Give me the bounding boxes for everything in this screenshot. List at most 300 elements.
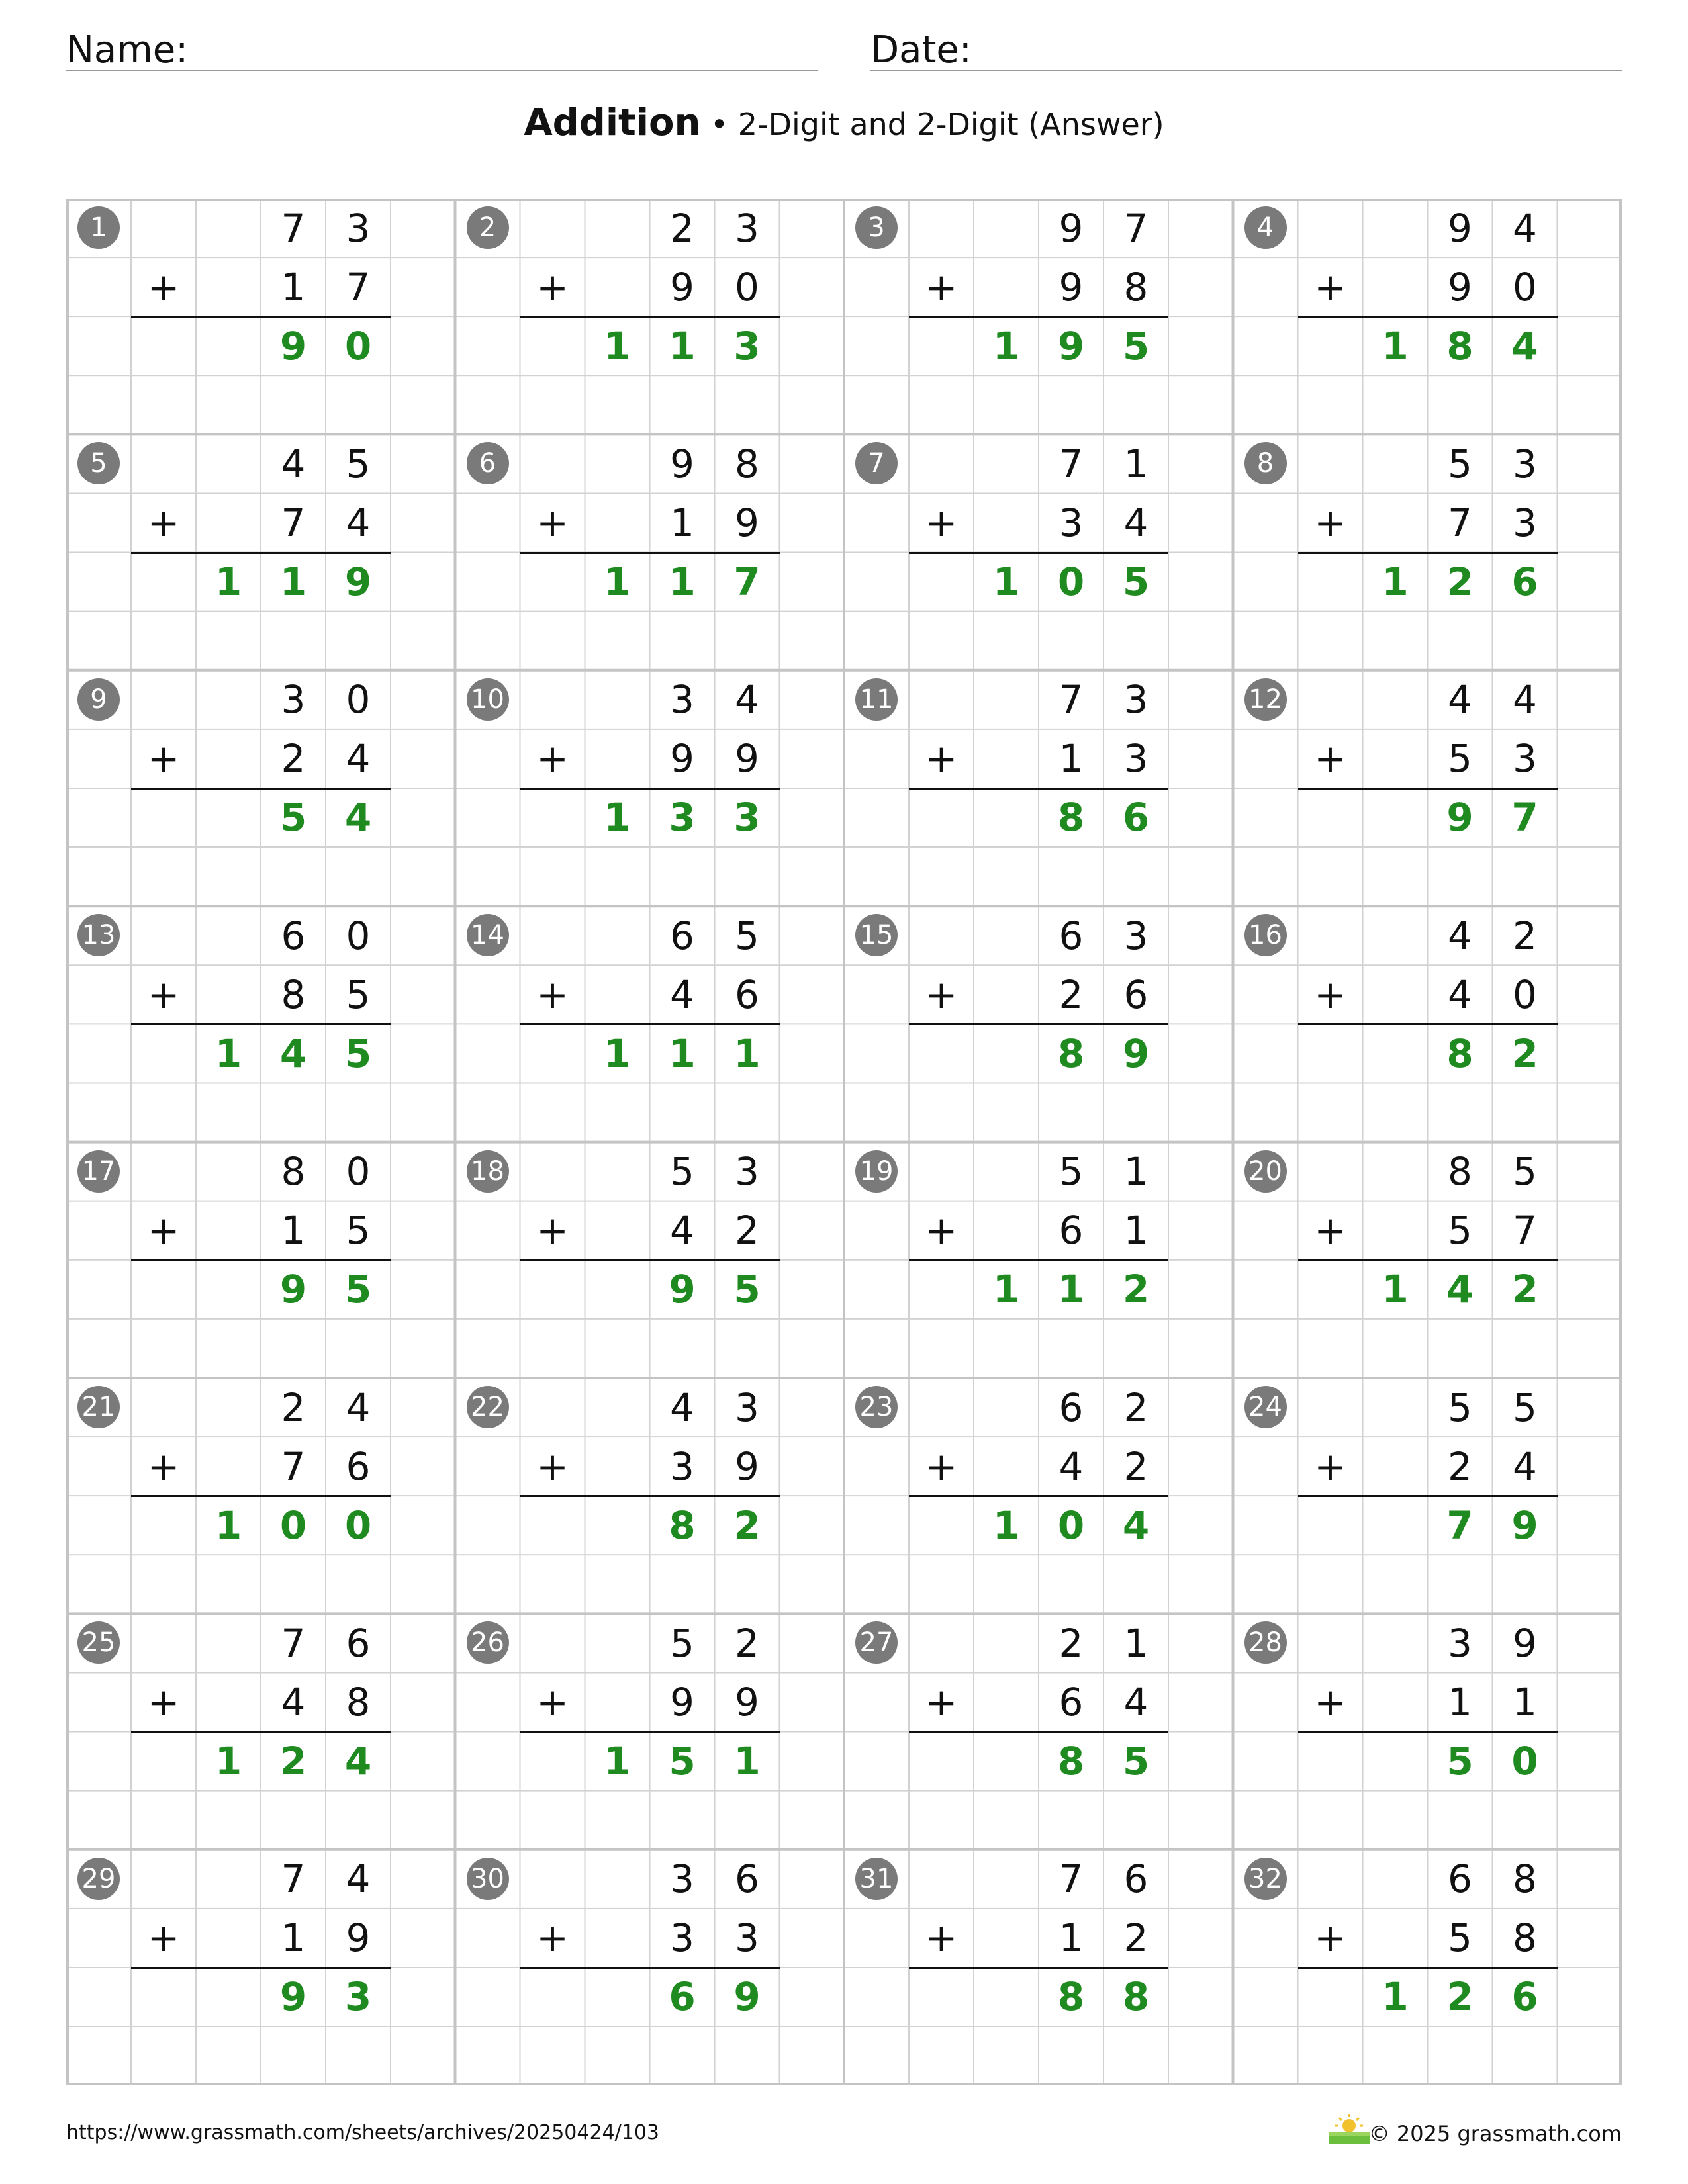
problem-number-badge: 7 bbox=[855, 442, 898, 484]
problem-number-badge: 24 bbox=[1244, 1386, 1287, 1428]
worksheet-title bbox=[0, 101, 1688, 144]
second-addend-digit: 4 bbox=[670, 1208, 694, 1253]
second-addend-digit: 3 bbox=[1513, 736, 1537, 782]
second-addend-digit: 6 bbox=[735, 972, 759, 1017]
problem-number-badge: 9 bbox=[77, 678, 120, 721]
answer-rule bbox=[131, 316, 391, 318]
answer-digit: 1 bbox=[733, 1030, 761, 1076]
plus-operator: + bbox=[147, 972, 180, 1017]
problem-number-badge: 29 bbox=[77, 1858, 120, 1900]
second-addend-digit: 4 bbox=[346, 736, 371, 782]
first-addend-digit: 3 bbox=[735, 205, 759, 251]
first-addend-digit: 7 bbox=[1123, 205, 1149, 251]
problem-number-badge: 21 bbox=[77, 1386, 120, 1428]
second-addend-digit: 8 bbox=[1123, 264, 1149, 310]
plus-operator: + bbox=[147, 1443, 180, 1489]
second-addend-digit: 6 bbox=[1123, 972, 1149, 1017]
problem-number-badge: 32 bbox=[1244, 1858, 1287, 1900]
plus-operator: + bbox=[1314, 1208, 1346, 1253]
plus-operator: + bbox=[536, 1443, 569, 1489]
answer-digit: 0 bbox=[344, 323, 372, 369]
first-addend-digit: 0 bbox=[346, 677, 371, 723]
footer-copyright: © 2025 grassmath.com bbox=[1368, 2121, 1622, 2146]
answer-digit: 1 bbox=[604, 1739, 631, 1784]
plus-operator: + bbox=[536, 500, 569, 545]
first-addend-digit: 8 bbox=[735, 441, 759, 486]
answer-digit: 1 bbox=[1382, 323, 1409, 369]
first-addend-digit: 5 bbox=[670, 1149, 694, 1195]
problem-number-badge: 20 bbox=[1244, 1150, 1287, 1193]
first-addend-digit: 8 bbox=[1513, 1856, 1537, 1902]
first-addend-digit: 6 bbox=[1058, 913, 1084, 958]
answer-rule bbox=[520, 1967, 780, 1969]
plus-operator: + bbox=[925, 1679, 958, 1725]
answer-rule bbox=[520, 1495, 780, 1497]
plus-operator: + bbox=[1314, 1679, 1346, 1725]
answer-digit: 1 bbox=[1382, 559, 1409, 605]
second-addend-digit: 9 bbox=[670, 736, 694, 782]
answer-digit: 5 bbox=[279, 795, 307, 841]
first-addend-digit: 7 bbox=[1058, 677, 1084, 723]
second-addend-digit: 2 bbox=[1123, 1443, 1149, 1489]
answer-rule bbox=[131, 788, 391, 790]
title-subtitle: • 2-Digit and 2-Digit (Answer) bbox=[710, 107, 1164, 142]
problem-number-badge: 3 bbox=[855, 206, 898, 249]
answer-digit: 1 bbox=[604, 559, 631, 605]
answer-digit: 1 bbox=[1057, 1267, 1085, 1312]
answer-rule bbox=[520, 788, 780, 790]
plus-operator: + bbox=[1314, 264, 1346, 310]
second-addend-digit: 4 bbox=[281, 1679, 306, 1725]
second-addend-digit: 9 bbox=[346, 1915, 371, 1961]
plus-operator: + bbox=[925, 1915, 958, 1961]
plus-operator: + bbox=[925, 1208, 958, 1253]
answer-digit: 1 bbox=[669, 1030, 696, 1076]
problem-number-badge: 2 bbox=[467, 206, 509, 249]
first-addend-digit: 6 bbox=[281, 913, 306, 958]
second-addend-digit: 8 bbox=[1513, 1915, 1537, 1961]
answer-rule bbox=[909, 788, 1168, 790]
second-addend-digit: 9 bbox=[735, 500, 759, 545]
answer-digit: 6 bbox=[1511, 1974, 1538, 2020]
first-addend-digit: 6 bbox=[1448, 1856, 1472, 1902]
second-addend-digit: 0 bbox=[1513, 972, 1537, 1017]
first-addend-digit: 2 bbox=[1123, 1385, 1149, 1430]
answer-digit: 9 bbox=[279, 1267, 307, 1312]
answer-rule bbox=[1298, 1259, 1558, 1261]
answer-digit: 3 bbox=[733, 795, 761, 841]
answer-digit: 6 bbox=[669, 1974, 696, 2020]
second-addend-digit: 9 bbox=[735, 736, 759, 782]
first-addend-digit: 1 bbox=[1123, 441, 1149, 486]
first-addend-digit: 4 bbox=[1448, 677, 1472, 723]
second-addend-digit: 9 bbox=[735, 1679, 759, 1725]
problem-number-badge: 28 bbox=[1244, 1621, 1287, 1664]
second-addend-digit: 1 bbox=[281, 1915, 306, 1961]
date-field[interactable] bbox=[870, 24, 1622, 71]
answer-digit: 8 bbox=[1446, 323, 1474, 369]
second-addend-digit: 9 bbox=[735, 1443, 759, 1489]
first-addend-digit: 8 bbox=[281, 1149, 306, 1195]
first-addend-digit: 4 bbox=[1513, 205, 1537, 251]
plus-operator: + bbox=[1314, 1443, 1346, 1489]
answer-rule bbox=[1298, 552, 1558, 554]
answer-rule bbox=[909, 316, 1168, 318]
first-addend-digit: 2 bbox=[1513, 913, 1537, 958]
answer-digit: 5 bbox=[1122, 323, 1150, 369]
problem-number-badge: 1 bbox=[77, 206, 120, 249]
answer-digit: 1 bbox=[992, 559, 1020, 605]
answer-digit: 0 bbox=[344, 1502, 372, 1548]
plus-operator: + bbox=[925, 972, 958, 1017]
second-addend-digit: 6 bbox=[1058, 1679, 1084, 1725]
answer-digit: 8 bbox=[1446, 1030, 1474, 1076]
footer-url: https://www.grassmath.com/sheets/archives/20250424/103 bbox=[66, 2121, 660, 2144]
first-addend-digit: 3 bbox=[670, 677, 694, 723]
answer-rule bbox=[131, 1967, 391, 1969]
first-addend-digit: 9 bbox=[670, 441, 694, 486]
answer-digit: 3 bbox=[733, 323, 761, 369]
answer-digit: 5 bbox=[344, 1030, 372, 1076]
second-addend-digit: 4 bbox=[1123, 500, 1149, 545]
problem-number-badge: 22 bbox=[467, 1386, 509, 1428]
second-addend-digit: 4 bbox=[1448, 972, 1472, 1017]
answer-rule bbox=[1298, 1495, 1558, 1497]
first-addend-digit: 7 bbox=[281, 1856, 306, 1902]
second-addend-digit: 9 bbox=[670, 1679, 694, 1725]
second-addend-digit: 7 bbox=[1448, 500, 1472, 545]
first-addend-digit: 4 bbox=[346, 1856, 371, 1902]
plus-operator: + bbox=[147, 1208, 180, 1253]
plus-operator: + bbox=[536, 1679, 569, 1725]
answer-digit: 8 bbox=[1057, 1030, 1085, 1076]
answer-digit: 9 bbox=[1446, 795, 1474, 841]
second-addend-digit: 7 bbox=[346, 264, 371, 310]
first-addend-digit: 3 bbox=[735, 1385, 759, 1430]
first-addend-digit: 8 bbox=[1448, 1149, 1472, 1195]
second-addend-digit: 3 bbox=[670, 1915, 694, 1961]
answer-digit: 1 bbox=[604, 795, 631, 841]
first-addend-digit: 4 bbox=[670, 1385, 694, 1430]
second-addend-digit: 1 bbox=[1513, 1679, 1537, 1725]
first-addend-digit: 7 bbox=[1058, 1856, 1084, 1902]
answer-digit: 2 bbox=[1511, 1030, 1538, 1076]
answer-rule bbox=[909, 1259, 1168, 1261]
first-addend-digit: 4 bbox=[281, 441, 306, 486]
second-addend-digit: 4 bbox=[670, 972, 694, 1017]
first-addend-digit: 6 bbox=[346, 1620, 371, 1666]
plus-operator: + bbox=[536, 736, 569, 782]
second-addend-digit: 3 bbox=[1058, 500, 1084, 545]
first-addend-digit: 5 bbox=[1448, 1385, 1472, 1430]
answer-rule bbox=[909, 1495, 1168, 1497]
answer-digit: 0 bbox=[1057, 559, 1085, 605]
first-addend-digit: 3 bbox=[1513, 441, 1537, 486]
answer-digit: 1 bbox=[604, 1030, 631, 1076]
answer-digit: 0 bbox=[279, 1502, 307, 1548]
answer-digit: 7 bbox=[1446, 1502, 1474, 1548]
answer-digit: 5 bbox=[344, 1267, 372, 1312]
second-addend-digit: 2 bbox=[1058, 972, 1084, 1017]
first-addend-digit: 0 bbox=[346, 913, 371, 958]
first-addend-digit: 3 bbox=[281, 677, 306, 723]
second-addend-digit: 3 bbox=[1123, 736, 1149, 782]
answer-digit: 8 bbox=[669, 1502, 696, 1548]
plus-operator: + bbox=[925, 264, 958, 310]
second-addend-digit: 9 bbox=[1058, 264, 1084, 310]
problem-number-badge: 31 bbox=[855, 1858, 898, 1900]
first-addend-digit: 2 bbox=[670, 205, 694, 251]
plus-operator: + bbox=[147, 1915, 180, 1961]
first-addend-digit: 1 bbox=[1123, 1149, 1149, 1195]
second-addend-digit: 2 bbox=[1448, 1443, 1472, 1489]
answer-digit: 2 bbox=[733, 1502, 761, 1548]
answer-digit: 8 bbox=[1122, 1974, 1150, 2020]
second-addend-digit: 2 bbox=[735, 1208, 759, 1253]
first-addend-digit: 9 bbox=[1513, 1620, 1537, 1666]
answer-rule bbox=[520, 1023, 780, 1025]
second-addend-digit: 0 bbox=[1513, 264, 1537, 310]
answer-digit: 8 bbox=[1057, 1974, 1085, 2020]
plus-operator: + bbox=[147, 1679, 180, 1725]
problem-number-badge: 13 bbox=[77, 914, 120, 956]
plus-operator: + bbox=[536, 972, 569, 1017]
answer-digit: 6 bbox=[1511, 559, 1538, 605]
answer-digit: 1 bbox=[214, 1502, 242, 1548]
second-addend-digit: 8 bbox=[346, 1679, 371, 1725]
answer-rule bbox=[520, 1731, 780, 1733]
answer-rule bbox=[131, 1259, 391, 1261]
first-addend-digit: 3 bbox=[1123, 913, 1149, 958]
plus-operator: + bbox=[925, 1443, 958, 1489]
answer-digit: 8 bbox=[1057, 1739, 1085, 1784]
answer-digit: 5 bbox=[1446, 1739, 1474, 1784]
answer-rule bbox=[1298, 1023, 1558, 1025]
answer-digit: 6 bbox=[1122, 795, 1150, 841]
second-addend-digit: 9 bbox=[1448, 264, 1472, 310]
second-addend-digit: 3 bbox=[1513, 500, 1537, 545]
answer-digit: 1 bbox=[214, 1030, 242, 1076]
second-addend-digit: 0 bbox=[735, 264, 759, 310]
first-addend-digit: 4 bbox=[346, 1385, 371, 1430]
answer-digit: 1 bbox=[669, 323, 696, 369]
answer-digit: 0 bbox=[1057, 1502, 1085, 1548]
plus-operator: + bbox=[925, 736, 958, 782]
answer-rule bbox=[909, 1023, 1168, 1025]
grass-sun-logo-icon bbox=[1326, 2111, 1372, 2146]
problem-number-badge: 16 bbox=[1244, 914, 1287, 956]
problem-number-badge: 23 bbox=[855, 1386, 898, 1428]
first-addend-digit: 3 bbox=[1448, 1620, 1472, 1666]
second-addend-digit: 8 bbox=[281, 972, 306, 1017]
first-addend-digit: 5 bbox=[1448, 441, 1472, 486]
second-addend-digit: 7 bbox=[281, 500, 306, 545]
second-addend-digit: 3 bbox=[670, 1443, 694, 1489]
first-addend-digit: 4 bbox=[735, 677, 759, 723]
problem-number-badge: 6 bbox=[467, 442, 509, 484]
answer-digit: 7 bbox=[1511, 795, 1538, 841]
problem-number-badge: 26 bbox=[467, 1621, 509, 1664]
answer-digit: 2 bbox=[1122, 1267, 1150, 1312]
answer-rule bbox=[131, 1023, 391, 1025]
plus-operator: + bbox=[536, 1915, 569, 1961]
first-addend-digit: 6 bbox=[735, 1856, 759, 1902]
plus-operator: + bbox=[1314, 1915, 1346, 1961]
first-addend-digit: 5 bbox=[1513, 1149, 1537, 1195]
answer-rule bbox=[131, 1495, 391, 1497]
first-addend-digit: 5 bbox=[670, 1620, 694, 1666]
plus-operator: + bbox=[1314, 500, 1346, 545]
second-addend-digit: 1 bbox=[1123, 1208, 1149, 1253]
answer-digit: 7 bbox=[733, 559, 761, 605]
second-addend-digit: 7 bbox=[1513, 1208, 1537, 1253]
answer-digit: 1 bbox=[214, 559, 242, 605]
first-addend-digit: 6 bbox=[1058, 1385, 1084, 1430]
first-addend-digit: 9 bbox=[1058, 205, 1084, 251]
second-addend-digit: 5 bbox=[1448, 736, 1472, 782]
problem-number-badge: 15 bbox=[855, 914, 898, 956]
answer-digit: 9 bbox=[669, 1267, 696, 1312]
answer-digit: 1 bbox=[992, 1502, 1020, 1548]
answer-digit: 5 bbox=[1122, 1739, 1150, 1784]
answer-rule bbox=[520, 552, 780, 554]
second-addend-digit: 1 bbox=[1448, 1679, 1472, 1725]
answer-digit: 9 bbox=[733, 1974, 761, 2020]
answer-digit: 2 bbox=[279, 1739, 307, 1784]
second-addend-digit: 6 bbox=[1058, 1208, 1084, 1253]
first-addend-digit: 5 bbox=[346, 441, 371, 486]
answer-digit: 1 bbox=[733, 1739, 761, 1784]
second-addend-digit: 2 bbox=[281, 736, 306, 782]
answer-digit: 9 bbox=[1511, 1502, 1538, 1548]
answer-rule bbox=[909, 1731, 1168, 1733]
answer-digit: 8 bbox=[1057, 795, 1085, 841]
second-addend-digit: 3 bbox=[735, 1915, 759, 1961]
answer-digit: 2 bbox=[1446, 559, 1474, 605]
problem-number-badge: 30 bbox=[467, 1858, 509, 1900]
answer-digit: 4 bbox=[344, 1739, 372, 1784]
second-addend-digit: 1 bbox=[1058, 736, 1084, 782]
answer-digit: 1 bbox=[279, 559, 307, 605]
first-addend-digit: 2 bbox=[1058, 1620, 1084, 1666]
second-addend-digit: 9 bbox=[670, 264, 694, 310]
answer-digit: 9 bbox=[279, 323, 307, 369]
problem-number-badge: 18 bbox=[467, 1150, 509, 1193]
problem-number-badge: 25 bbox=[77, 1621, 120, 1664]
plus-operator: + bbox=[147, 264, 180, 310]
problem-number-badge: 11 bbox=[855, 678, 898, 721]
second-addend-digit: 5 bbox=[1448, 1915, 1472, 1961]
answer-rule bbox=[131, 1731, 391, 1733]
problem-number-badge: 8 bbox=[1244, 442, 1287, 484]
first-addend-digit: 0 bbox=[346, 1149, 371, 1195]
answer-rule bbox=[1298, 1731, 1558, 1733]
answer-digit: 3 bbox=[669, 795, 696, 841]
problem-number-badge: 17 bbox=[77, 1150, 120, 1193]
answer-digit: 2 bbox=[1511, 1267, 1538, 1312]
answer-digit: 4 bbox=[344, 795, 372, 841]
first-addend-digit: 4 bbox=[1448, 913, 1472, 958]
problem-number-badge: 10 bbox=[467, 678, 509, 721]
answer-digit: 9 bbox=[1122, 1030, 1150, 1076]
second-addend-digit: 2 bbox=[1123, 1915, 1149, 1961]
second-addend-digit: 4 bbox=[1058, 1443, 1084, 1489]
first-addend-digit: 5 bbox=[1513, 1385, 1537, 1430]
plus-operator: + bbox=[925, 500, 958, 545]
first-addend-digit: 5 bbox=[1058, 1149, 1084, 1195]
problem-number-badge: 5 bbox=[77, 442, 120, 484]
first-addend-digit: 2 bbox=[735, 1620, 759, 1666]
problem-number-badge: 27 bbox=[855, 1621, 898, 1664]
answer-digit: 9 bbox=[1057, 323, 1085, 369]
answer-digit: 0 bbox=[1511, 1739, 1538, 1784]
first-addend-digit: 7 bbox=[281, 205, 306, 251]
second-addend-digit: 5 bbox=[346, 1208, 371, 1253]
answer-digit: 1 bbox=[992, 323, 1020, 369]
answer-digit: 1 bbox=[992, 1267, 1020, 1312]
second-addend-digit: 5 bbox=[346, 972, 371, 1017]
problem-number-badge: 19 bbox=[855, 1150, 898, 1193]
answer-digit: 1 bbox=[604, 323, 631, 369]
plus-operator: + bbox=[536, 1208, 569, 1253]
answer-digit: 5 bbox=[669, 1739, 696, 1784]
second-addend-digit: 7 bbox=[281, 1443, 306, 1489]
answer-rule bbox=[520, 316, 780, 318]
second-addend-digit: 1 bbox=[281, 264, 306, 310]
answer-digit: 4 bbox=[279, 1030, 307, 1076]
answer-rule bbox=[1298, 788, 1558, 790]
second-addend-digit: 1 bbox=[281, 1208, 306, 1253]
answer-digit: 1 bbox=[1382, 1974, 1409, 2020]
answer-digit: 1 bbox=[669, 559, 696, 605]
first-addend-digit: 2 bbox=[281, 1385, 306, 1430]
answer-rule bbox=[131, 552, 391, 554]
plus-operator: + bbox=[147, 736, 180, 782]
plus-operator: + bbox=[536, 264, 569, 310]
first-addend-digit: 6 bbox=[1123, 1856, 1149, 1902]
problem-number-badge: 12 bbox=[1244, 678, 1287, 721]
answer-rule bbox=[520, 1259, 780, 1261]
title-main: Addition bbox=[524, 101, 701, 144]
date-label: Date: bbox=[870, 28, 972, 71]
first-addend-digit: 3 bbox=[735, 1149, 759, 1195]
answer-rule bbox=[1298, 1967, 1558, 1969]
second-addend-digit: 1 bbox=[1058, 1915, 1084, 1961]
plus-operator: + bbox=[1314, 972, 1346, 1017]
first-addend-digit: 3 bbox=[346, 205, 371, 251]
answer-digit: 4 bbox=[1511, 323, 1538, 369]
name-field[interactable] bbox=[66, 24, 818, 71]
answer-digit: 1 bbox=[214, 1739, 242, 1784]
first-addend-digit: 3 bbox=[1123, 677, 1149, 723]
answer-rule bbox=[1298, 316, 1558, 318]
second-addend-digit: 4 bbox=[346, 500, 371, 545]
first-addend-digit: 6 bbox=[670, 913, 694, 958]
first-addend-digit: 1 bbox=[1123, 1620, 1149, 1666]
answer-digit: 3 bbox=[344, 1974, 372, 2020]
second-addend-digit: 1 bbox=[670, 500, 694, 545]
plus-operator: + bbox=[147, 500, 180, 545]
answer-rule bbox=[909, 552, 1168, 554]
answer-digit: 2 bbox=[1446, 1974, 1474, 2020]
plus-operator: + bbox=[1314, 736, 1346, 782]
answer-digit: 5 bbox=[733, 1267, 761, 1312]
second-addend-digit: 6 bbox=[346, 1443, 371, 1489]
second-addend-digit: 5 bbox=[1448, 1208, 1472, 1253]
answer-digit: 4 bbox=[1446, 1267, 1474, 1312]
first-addend-digit: 4 bbox=[1513, 677, 1537, 723]
answer-digit: 9 bbox=[344, 559, 372, 605]
